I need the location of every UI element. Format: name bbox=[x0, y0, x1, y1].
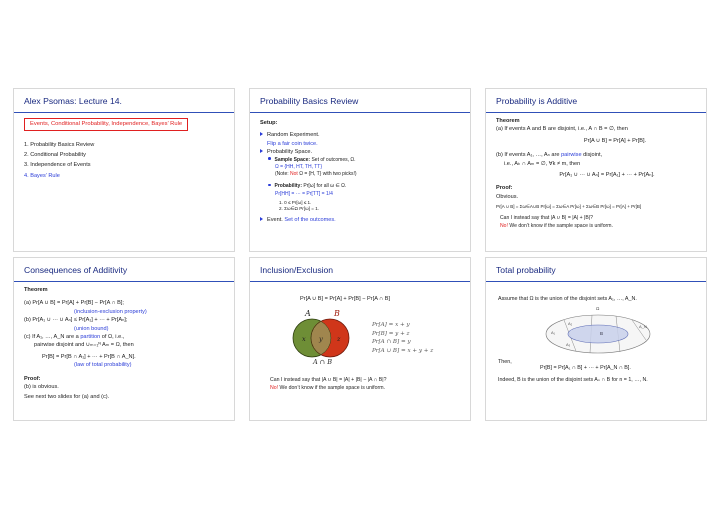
assumption-text: Assume that Ω is the union of the disjoint sets A₁, …, A_N. bbox=[498, 296, 637, 302]
theorem-part-b-condition: i.e., Aₖ ∩ Aₘ = ∅, ∀k ≠ m, then bbox=[504, 160, 581, 167]
outline-item-2: 2. Conditional Probability bbox=[24, 152, 86, 159]
venn-label-intersection: A ∩ B bbox=[313, 358, 333, 366]
venn-label-b: B bbox=[334, 309, 340, 318]
inclusion-exclusion-equation: Pr[A ∪ B] = Pr[A] + Pr[B] − Pr[A ∩ B] bbox=[300, 296, 391, 302]
probability-item: Probability: Pr[ω] for all ω ∈ Ω. bbox=[268, 183, 462, 190]
theorem-part-a: (a) If events A and B are disjoint, i.e., A ∩ B = ∅, then bbox=[496, 126, 628, 133]
omega-label: Ω bbox=[596, 306, 600, 311]
theorem-part-a: (a) Pr[A ∪ B] = Pr[A] + Pr[B] − Pr[A ∩ B]; bbox=[24, 300, 124, 307]
bullet-icon bbox=[268, 184, 271, 187]
venn-region-x: x bbox=[302, 335, 306, 343]
bullet-icon bbox=[260, 132, 263, 136]
slide-inclusion-exclusion bbox=[249, 257, 471, 421]
pr-a-equation: Pr[A] = x + y bbox=[372, 322, 410, 328]
theorem-part-b: (b) If events A₁, …, Aₙ are pairwise disjoint, bbox=[496, 152, 603, 159]
region-label-b: B bbox=[600, 331, 604, 336]
slide-title: Probability Basics Review bbox=[250, 89, 470, 113]
total-probability-note: (law of total probability) bbox=[74, 362, 132, 369]
slide-lecture-title bbox=[13, 88, 235, 252]
setup-label: Setup: bbox=[260, 120, 278, 126]
proof-label: Proof: bbox=[24, 375, 41, 382]
slide-probability-basics bbox=[249, 88, 471, 252]
slide-title: Alex Psomas: Lecture 14. bbox=[14, 89, 234, 113]
theorem-part-a-equation: Pr[A ∪ B] = Pr[A] + Pr[B]. bbox=[583, 137, 647, 144]
bullet-random-experiment: Random Experiment. bbox=[260, 131, 462, 139]
topics-box: Events, Conditional Probability, Independence, Bayes’ Rule bbox=[24, 118, 188, 131]
theorem-label: Theorem bbox=[496, 118, 520, 124]
slide-title: Total probability bbox=[486, 258, 706, 282]
slide-title: Inclusion/Exclusion bbox=[250, 258, 470, 282]
answer-no: No! We don’t know if the sample space is uniform. bbox=[500, 222, 613, 229]
bullet-icon bbox=[268, 157, 271, 160]
answer-no: No! We don’t know if the sample space is uniform. bbox=[270, 385, 385, 391]
bullet-icon bbox=[260, 217, 263, 221]
question-cardinality: Can I instead say that |A ∪ B| = |A| + |B| − |A ∩ B|? bbox=[270, 377, 387, 383]
bullet-icon bbox=[260, 149, 263, 153]
slide-title: Probability is Additive bbox=[486, 89, 706, 113]
inclusion-exclusion-note: (inclusion-exclusion property) bbox=[74, 308, 147, 315]
event-b-ellipse bbox=[568, 325, 628, 343]
venn-label-a: A bbox=[305, 309, 311, 318]
theorem-label: Theorem bbox=[24, 287, 48, 293]
question-cardinality: Can I instead say that |A ∪ B| = |A| + |B|? bbox=[500, 214, 593, 221]
outline-item-4: 4. Bayes’ Rule bbox=[24, 172, 60, 179]
slide-title: Consequences of Additivity bbox=[14, 258, 234, 282]
region-label-a1: A₁ bbox=[551, 330, 556, 335]
slide-total-probability bbox=[485, 257, 707, 421]
slide-probability-additive bbox=[485, 88, 707, 252]
union-bound-note: (union bound) bbox=[74, 325, 109, 332]
sample-space-omega: Ω = {HH, HT, TH, TT} bbox=[275, 163, 323, 170]
pr-intersection-equation: Pr[A ∩ B] = y bbox=[372, 339, 411, 346]
outline-item-3: 3. Independence of Events bbox=[24, 162, 91, 169]
pr-b-equation: Pr[B] = y + z bbox=[372, 330, 410, 337]
theorem-part-c: (c) If A₁, …, A_N are a partition of Ω, i.e., bbox=[24, 333, 125, 340]
theorem-part-b-equation: Pr[A₁ ∪ ··· ∪ Aₙ] = Pr[A₁] + ··· + Pr[Aₙ]. bbox=[559, 171, 655, 178]
probability-condition-2: 2. Σω∈Ω Pr[ω] = 1. bbox=[279, 206, 320, 212]
proof-obvious: Obvious. bbox=[496, 193, 519, 200]
proof-line-2: See next two slides for (a) and (c). bbox=[24, 394, 110, 401]
proof-line-1: (b) is obvious. bbox=[24, 383, 59, 390]
slide-consequences-additivity bbox=[13, 257, 235, 421]
then-label: Then, bbox=[498, 359, 512, 365]
probability-equation: Pr[HH] = ··· = Pr[TT] = 1/4 bbox=[275, 190, 333, 197]
total-probability-equation: Pr[B] = Pr[A₁ ∩ B] + ··· + Pr[A_N ∩ B]. bbox=[540, 365, 631, 371]
sample-space-item: Sample Space: Set of outcomes, Ω. bbox=[268, 157, 462, 164]
pr-union-equation: Pr[A ∪ B] = x + y + z bbox=[372, 347, 434, 354]
region-label-a3: A₃ bbox=[566, 342, 571, 347]
explanation-text: Indeed, B is the union of the disjoint sets Aₙ ∩ B for n = 1, …, N. bbox=[498, 377, 648, 383]
theorem-part-b: (b) Pr[A₁ ∪ ··· ∪ Aₙ] ≤ Pr[A₁] + ··· + Pr[Aₙ]; bbox=[24, 317, 128, 324]
theorem-part-c-equation: Pr[B] = Pr[B ∩ A₁] + ··· + Pr[B ∩ A_N]. bbox=[42, 353, 136, 360]
bullet-event: Event. Set of the outcomes. bbox=[260, 216, 462, 224]
sample-space-note: (Note: Not Ω = {H, T} with two picks!) bbox=[275, 171, 357, 178]
theorem-part-c-condition: pairwise disjoint and ∪ₘ₌₁ᴺ Aₘ = Ω, then bbox=[34, 342, 134, 349]
outline-item-1: 1. Probability Basics Review bbox=[24, 141, 95, 148]
proof-label: Proof: bbox=[496, 185, 513, 192]
probability-condition-1: 1. 0 ≤ Pr[ω] ≤ 1. bbox=[279, 199, 312, 205]
partition-diagram bbox=[542, 310, 654, 358]
region-label-a2: A₂ bbox=[568, 321, 573, 326]
region-label-an: A_N bbox=[639, 324, 647, 329]
venn-region-z: z bbox=[337, 335, 341, 343]
proof-equation: Pr[A ∪ B] = Σω∈A∪B Pr[ω] = Σω∈A Pr[ω] + Σω∈B Pr[ω] = Pr[A] + Pr[B] bbox=[496, 204, 642, 210]
bullet-probability-space: Probability Space. bbox=[260, 148, 462, 156]
random-experiment-desc: Flip a fair coin twice. bbox=[267, 140, 318, 147]
venn-region-y: y bbox=[319, 335, 323, 343]
